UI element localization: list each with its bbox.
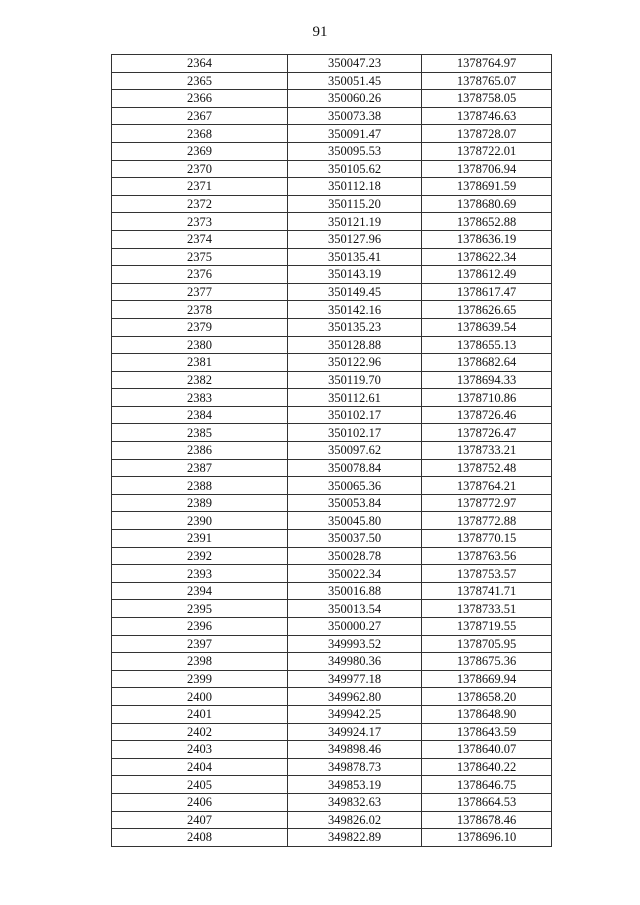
point-number-cell: 2390 xyxy=(112,512,288,530)
page-number: 91 xyxy=(312,24,328,40)
table-row xyxy=(112,283,552,301)
point-number-cell: 2391 xyxy=(112,530,288,548)
x-coordinate-cell: 350060.26 xyxy=(288,90,422,108)
y-coordinate-cell: 1378752.48 xyxy=(422,459,552,477)
x-coordinate-cell: 350105.62 xyxy=(288,160,422,178)
y-coordinate-cell: 1378705.95 xyxy=(422,635,552,653)
x-coordinate-cell: 350143.19 xyxy=(288,266,422,284)
point-number-cell: 2377 xyxy=(112,283,288,301)
point-number-cell: 2397 xyxy=(112,635,288,653)
point-number-cell: 2365 xyxy=(112,72,288,90)
y-coordinate-cell: 1378617.47 xyxy=(422,283,552,301)
table-row xyxy=(112,512,552,530)
y-coordinate-cell: 1378682.64 xyxy=(422,354,552,372)
point-number-cell: 2403 xyxy=(112,741,288,759)
x-coordinate-cell: 350045.80 xyxy=(288,512,422,530)
y-coordinate-cell: 1378691.59 xyxy=(422,178,552,196)
x-coordinate-cell: 350022.34 xyxy=(288,565,422,583)
x-coordinate-cell: 350095.53 xyxy=(288,142,422,160)
table-row xyxy=(112,406,552,424)
y-coordinate-cell: 1378655.13 xyxy=(422,336,552,354)
x-coordinate-cell: 350149.45 xyxy=(288,283,422,301)
point-number-cell: 2386 xyxy=(112,442,288,460)
point-number-cell: 2404 xyxy=(112,758,288,776)
table-row xyxy=(112,494,552,512)
point-number-cell: 2392 xyxy=(112,547,288,565)
coordinates-table-body xyxy=(112,55,552,847)
table-row xyxy=(112,107,552,125)
x-coordinate-cell: 349826.02 xyxy=(288,811,422,829)
y-coordinate-cell: 1378726.47 xyxy=(422,424,552,442)
table-row xyxy=(112,530,552,548)
point-number-cell: 2368 xyxy=(112,125,288,143)
y-coordinate-cell: 1378639.54 xyxy=(422,318,552,336)
point-number-cell: 2373 xyxy=(112,213,288,231)
x-coordinate-cell: 350121.19 xyxy=(288,213,422,231)
x-coordinate-cell: 349924.17 xyxy=(288,723,422,741)
y-coordinate-cell: 1378680.69 xyxy=(422,195,552,213)
table-row xyxy=(112,142,552,160)
table-row xyxy=(112,160,552,178)
table-row xyxy=(112,195,552,213)
y-coordinate-cell: 1378636.19 xyxy=(422,230,552,248)
y-coordinate-cell: 1378764.97 xyxy=(422,55,552,73)
point-number-cell: 2370 xyxy=(112,160,288,178)
y-coordinate-cell: 1378770.15 xyxy=(422,530,552,548)
x-coordinate-cell: 349878.73 xyxy=(288,758,422,776)
y-coordinate-cell: 1378643.59 xyxy=(422,723,552,741)
y-coordinate-cell: 1378675.36 xyxy=(422,653,552,671)
point-number-cell: 2387 xyxy=(112,459,288,477)
table-row xyxy=(112,618,552,636)
x-coordinate-cell: 350078.84 xyxy=(288,459,422,477)
x-coordinate-cell: 349942.25 xyxy=(288,705,422,723)
x-coordinate-cell: 350073.38 xyxy=(288,107,422,125)
table-row xyxy=(112,565,552,583)
point-number-cell: 2399 xyxy=(112,670,288,688)
table-row xyxy=(112,90,552,108)
y-coordinate-cell: 1378772.97 xyxy=(422,494,552,512)
table-row xyxy=(112,477,552,495)
y-coordinate-cell: 1378658.20 xyxy=(422,688,552,706)
y-coordinate-cell: 1378722.01 xyxy=(422,142,552,160)
table-row xyxy=(112,670,552,688)
table-row xyxy=(112,230,552,248)
y-coordinate-cell: 1378664.53 xyxy=(422,793,552,811)
y-coordinate-cell: 1378733.21 xyxy=(422,442,552,460)
y-coordinate-cell: 1378646.75 xyxy=(422,776,552,794)
point-number-cell: 2389 xyxy=(112,494,288,512)
point-number-cell: 2406 xyxy=(112,793,288,811)
point-number-cell: 2408 xyxy=(112,829,288,847)
y-coordinate-cell: 1378763.56 xyxy=(422,547,552,565)
y-coordinate-cell: 1378678.46 xyxy=(422,811,552,829)
point-number-cell: 2380 xyxy=(112,336,288,354)
table-row xyxy=(112,547,552,565)
point-number-cell: 2395 xyxy=(112,600,288,618)
y-coordinate-cell: 1378706.94 xyxy=(422,160,552,178)
table-row xyxy=(112,336,552,354)
x-coordinate-cell: 350016.88 xyxy=(288,582,422,600)
table-row xyxy=(112,459,552,477)
point-number-cell: 2384 xyxy=(112,406,288,424)
point-number-cell: 2378 xyxy=(112,301,288,319)
point-number-cell: 2393 xyxy=(112,565,288,583)
y-coordinate-cell: 1378710.86 xyxy=(422,389,552,407)
y-coordinate-cell: 1378640.22 xyxy=(422,758,552,776)
x-coordinate-cell: 350142.16 xyxy=(288,301,422,319)
table-row xyxy=(112,72,552,90)
table-row xyxy=(112,688,552,706)
table-row xyxy=(112,318,552,336)
x-coordinate-cell: 349853.19 xyxy=(288,776,422,794)
y-coordinate-cell: 1378694.33 xyxy=(422,371,552,389)
table-row xyxy=(112,125,552,143)
y-coordinate-cell: 1378652.88 xyxy=(422,213,552,231)
table-row xyxy=(112,55,552,73)
point-number-cell: 2383 xyxy=(112,389,288,407)
table-row xyxy=(112,442,552,460)
point-number-cell: 2400 xyxy=(112,688,288,706)
table-row xyxy=(112,178,552,196)
point-number-cell: 2371 xyxy=(112,178,288,196)
table-row xyxy=(112,371,552,389)
x-coordinate-cell: 350047.23 xyxy=(288,55,422,73)
point-number-cell: 2396 xyxy=(112,618,288,636)
point-number-cell: 2401 xyxy=(112,705,288,723)
y-coordinate-cell: 1378746.63 xyxy=(422,107,552,125)
x-coordinate-cell: 350000.27 xyxy=(288,618,422,636)
table-row xyxy=(112,758,552,776)
y-coordinate-cell: 1378626.65 xyxy=(422,301,552,319)
x-coordinate-cell: 350128.88 xyxy=(288,336,422,354)
y-coordinate-cell: 1378765.07 xyxy=(422,72,552,90)
point-number-cell: 2402 xyxy=(112,723,288,741)
x-coordinate-cell: 350051.45 xyxy=(288,72,422,90)
y-coordinate-cell: 1378772.88 xyxy=(422,512,552,530)
table-row xyxy=(112,600,552,618)
y-coordinate-cell: 1378733.51 xyxy=(422,600,552,618)
point-number-cell: 2382 xyxy=(112,371,288,389)
table-row xyxy=(112,266,552,284)
point-number-cell: 2374 xyxy=(112,230,288,248)
point-number-cell: 2407 xyxy=(112,811,288,829)
y-coordinate-cell: 1378726.46 xyxy=(422,406,552,424)
table-row xyxy=(112,301,552,319)
y-coordinate-cell: 1378758.05 xyxy=(422,90,552,108)
x-coordinate-cell: 350091.47 xyxy=(288,125,422,143)
table-row xyxy=(112,424,552,442)
table-row xyxy=(112,653,552,671)
x-coordinate-cell: 350013.54 xyxy=(288,600,422,618)
y-coordinate-cell: 1378764.21 xyxy=(422,477,552,495)
y-coordinate-cell: 1378669.94 xyxy=(422,670,552,688)
table-row xyxy=(112,248,552,266)
table-row xyxy=(112,811,552,829)
y-coordinate-cell: 1378753.57 xyxy=(422,565,552,583)
y-coordinate-cell: 1378612.49 xyxy=(422,266,552,284)
y-coordinate-cell: 1378696.10 xyxy=(422,829,552,847)
table-row xyxy=(112,723,552,741)
point-number-cell: 2369 xyxy=(112,142,288,160)
x-coordinate-cell: 350115.20 xyxy=(288,195,422,213)
x-coordinate-cell: 350127.96 xyxy=(288,230,422,248)
point-number-cell: 2376 xyxy=(112,266,288,284)
y-coordinate-cell: 1378622.34 xyxy=(422,248,552,266)
point-number-cell: 2379 xyxy=(112,318,288,336)
x-coordinate-cell: 349898.46 xyxy=(288,741,422,759)
x-coordinate-cell: 349822.89 xyxy=(288,829,422,847)
table-row xyxy=(112,793,552,811)
x-coordinate-cell: 350119.70 xyxy=(288,371,422,389)
point-number-cell: 2364 xyxy=(112,55,288,73)
x-coordinate-cell: 350102.17 xyxy=(288,406,422,424)
y-coordinate-cell: 1378719.55 xyxy=(422,618,552,636)
y-coordinate-cell: 1378640.07 xyxy=(422,741,552,759)
x-coordinate-cell: 350037.50 xyxy=(288,530,422,548)
table-row xyxy=(112,705,552,723)
y-coordinate-cell: 1378741.71 xyxy=(422,582,552,600)
table-row xyxy=(112,741,552,759)
point-number-cell: 2372 xyxy=(112,195,288,213)
x-coordinate-cell: 350053.84 xyxy=(288,494,422,512)
table-row xyxy=(112,389,552,407)
point-number-cell: 2381 xyxy=(112,354,288,372)
table-row xyxy=(112,354,552,372)
table-row xyxy=(112,635,552,653)
point-number-cell: 2385 xyxy=(112,424,288,442)
x-coordinate-cell: 350112.18 xyxy=(288,178,422,196)
coordinates-table xyxy=(111,54,552,847)
x-coordinate-cell: 350112.61 xyxy=(288,389,422,407)
table-row xyxy=(112,829,552,847)
point-number-cell: 2388 xyxy=(112,477,288,495)
table-row xyxy=(112,213,552,231)
table-row xyxy=(112,582,552,600)
x-coordinate-cell: 350097.62 xyxy=(288,442,422,460)
y-coordinate-cell: 1378728.07 xyxy=(422,125,552,143)
x-coordinate-cell: 349977.18 xyxy=(288,670,422,688)
x-coordinate-cell: 349832.63 xyxy=(288,793,422,811)
point-number-cell: 2367 xyxy=(112,107,288,125)
point-number-cell: 2398 xyxy=(112,653,288,671)
x-coordinate-cell: 350065.36 xyxy=(288,477,422,495)
point-number-cell: 2405 xyxy=(112,776,288,794)
x-coordinate-cell: 349993.52 xyxy=(288,635,422,653)
x-coordinate-cell: 350135.41 xyxy=(288,248,422,266)
x-coordinate-cell: 350102.17 xyxy=(288,424,422,442)
point-number-cell: 2375 xyxy=(112,248,288,266)
point-number-cell: 2366 xyxy=(112,90,288,108)
x-coordinate-cell: 350122.96 xyxy=(288,354,422,372)
x-coordinate-cell: 349980.36 xyxy=(288,653,422,671)
point-number-cell: 2394 xyxy=(112,582,288,600)
table-row xyxy=(112,776,552,794)
y-coordinate-cell: 1378648.90 xyxy=(422,705,552,723)
x-coordinate-cell: 350028.78 xyxy=(288,547,422,565)
x-coordinate-cell: 350135.23 xyxy=(288,318,422,336)
x-coordinate-cell: 349962.80 xyxy=(288,688,422,706)
